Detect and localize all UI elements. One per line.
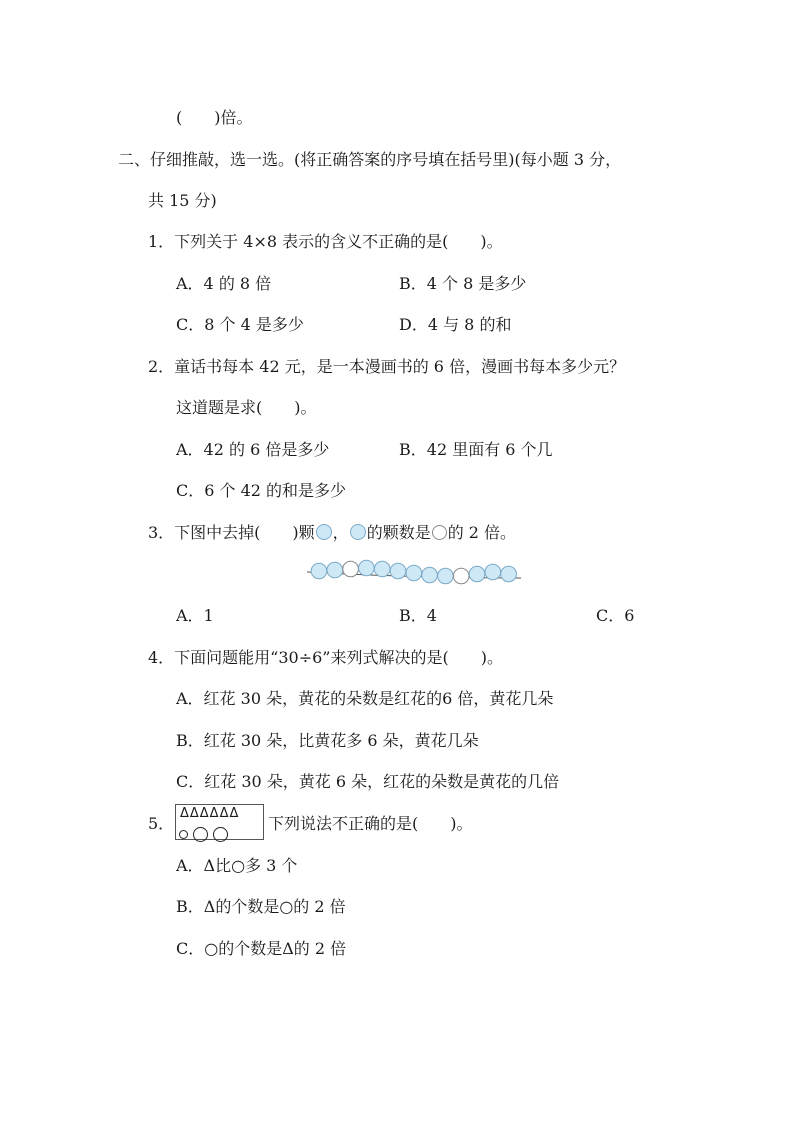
- section-title-cont: 共 15 分): [148, 191, 217, 210]
- bead: [438, 568, 454, 584]
- circle-row: [179, 824, 228, 843]
- bead: [406, 565, 422, 581]
- bead: [359, 560, 375, 576]
- q5-option-c[interactable]: C．○的个数是Δ的 2 倍: [176, 939, 347, 958]
- q4-option-b[interactable]: B．红花 30 朵，比黄花多 6 朵，黄花几朵: [176, 731, 479, 750]
- q1-stem: 1．下列关于 4×8 表示的含义不正确的是( )。: [148, 232, 503, 251]
- q4-option-a[interactable]: A．红花 30 朵，黄花的朵数是红花的6 倍，黄花几朵: [176, 689, 554, 708]
- circle-icon: [213, 827, 228, 842]
- q1-option-b[interactable]: B．4 个 8 是多少: [399, 274, 527, 293]
- q2-option-c[interactable]: C．6 个 42 的和是多少: [176, 481, 347, 500]
- previous-question-tail: ( )倍。: [176, 108, 253, 127]
- bead-icon: [316, 524, 332, 540]
- q3-stem-part4: 的 2 倍。: [447, 523, 517, 542]
- q2-option-a[interactable]: A．42 的 6 倍是多少: [176, 440, 330, 459]
- q5-option-a[interactable]: A．Δ比○多 3 个: [176, 856, 298, 875]
- small-circle-icon: [179, 830, 188, 839]
- bead: [501, 566, 517, 582]
- q1-option-d[interactable]: D．4 与 8 的和: [399, 315, 512, 334]
- bead: [390, 563, 406, 579]
- q3-stem: [148, 523, 516, 543]
- bead-string-svg: [305, 556, 525, 590]
- q1-option-a[interactable]: A．4 的 8 倍: [176, 274, 272, 293]
- q3-stem-part2: ，: [332, 523, 349, 542]
- bead-string-figure: [305, 556, 525, 590]
- q5-number: 5．: [148, 814, 175, 833]
- q4-stem: 4．下面问题能用“30÷6”来列式解决的是( )。: [148, 648, 503, 667]
- q2-stem: 2．童话书每本 42 元，是一本漫画书的 6 倍，漫画书每本多少元？: [148, 357, 626, 376]
- bead-icon: [350, 524, 366, 540]
- ring-bead-icon: [432, 525, 447, 540]
- q3-option-c[interactable]: C．6: [596, 606, 635, 625]
- circle-icon: [193, 827, 208, 842]
- ring-bead: [343, 561, 359, 577]
- bead: [327, 562, 343, 578]
- shapes-box: [175, 804, 264, 840]
- ring-bead: [453, 568, 469, 584]
- q5-stem: 下列说法不正确的是( )。: [268, 814, 473, 833]
- q5-option-b[interactable]: B．Δ的个数是○的 2 倍: [176, 897, 346, 916]
- bead: [485, 564, 501, 580]
- q1-option-c[interactable]: C．8 个 4 是多少: [176, 315, 304, 334]
- q2-stem-cont: 这道题是求( )。: [176, 398, 317, 417]
- triangle-row: ΔΔΔΔΔΔ: [180, 806, 240, 821]
- q3-option-b[interactable]: B．4: [399, 606, 437, 625]
- q3-stem-part1: 3．下图中去掉( )颗: [148, 523, 315, 542]
- bead: [311, 563, 327, 579]
- q4-option-c[interactable]: C．红花 30 朵，黄花 6 朵，红花的朵数是黄花的几倍: [176, 772, 560, 791]
- q3-option-a[interactable]: A．1: [176, 606, 214, 625]
- section-title: 二、仔细推敲，选一选。(将正确答案的序号填在括号里)(每小题 3 分，: [118, 150, 622, 169]
- bead: [374, 561, 390, 577]
- bead: [469, 566, 485, 582]
- q2-option-b[interactable]: B．42 里面有 6 个几: [399, 440, 553, 459]
- q3-stem-part3: 的颗数是: [366, 523, 431, 542]
- bead: [422, 567, 438, 583]
